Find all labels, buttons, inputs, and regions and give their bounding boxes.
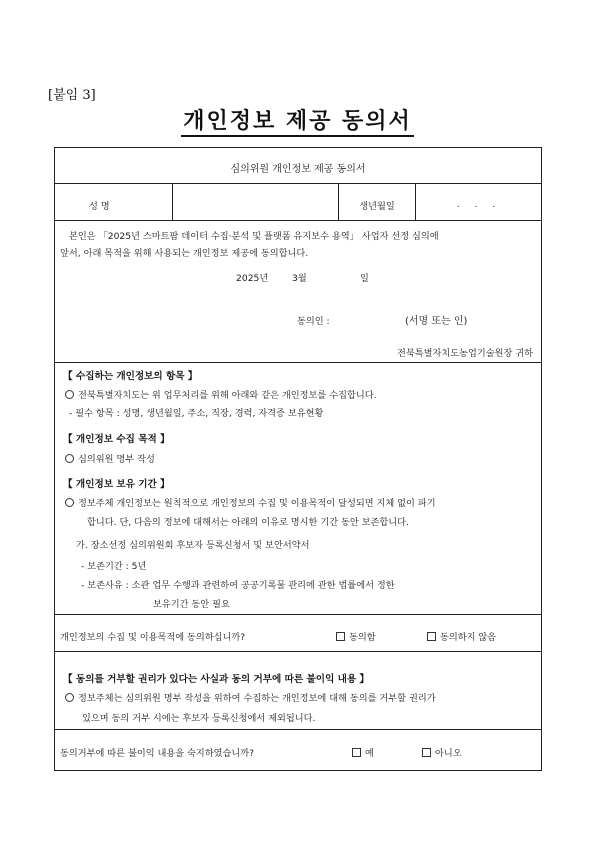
divider <box>55 651 541 652</box>
consent-statement-line2: 앞서, 아래 목적을 위해 사용되는 개인정보 제공에 동의합니다. <box>60 248 309 259</box>
items-heading: 【 수집하는 개인정보의 항목 】 <box>63 371 198 382</box>
recipient: 전북특별자치도농업기술원장 귀하 <box>396 348 533 359</box>
divider <box>55 220 541 221</box>
retention-line4: - 보존기간 : 5년 <box>81 561 147 572</box>
refusal-line2: 있으며 동의 거부 시에는 후보자 등록신청에서 제외됩니다. <box>82 713 316 724</box>
birth-field[interactable]: . . . <box>456 199 502 210</box>
checkbox-icon[interactable] <box>352 748 361 757</box>
sign-hint: (서명 또는 인) <box>405 316 468 327</box>
yes-option[interactable]: 예 <box>352 745 374 759</box>
form-title: 심의위원 개인정보 제공 동의서 <box>230 164 366 175</box>
purpose-heading: 【 개인정보 수집 목적 】 <box>63 434 170 445</box>
divider <box>55 362 541 363</box>
retention-heading: 【 개인정보 보유 기간 】 <box>63 479 170 490</box>
items-line2: - 필수 항목 : 성명, 생년월일, 주소, 직장, 경력, 자격증 보유현황 <box>69 408 324 419</box>
circle-bullet-icon <box>65 390 74 399</box>
purpose-line1: 심의위원 명부 작성 <box>65 451 155 465</box>
question1-text: 개인정보의 수집 및 이용목적에 동의하십니까? <box>60 632 246 643</box>
no-option[interactable]: 아니오 <box>422 745 462 759</box>
consent-statement-line1: 본인은 「2025년 스마트팜 데이터 수집·분석 및 플랫폼 유지보수 용역」 사업자 선정 심의에 <box>69 231 439 242</box>
question2-text: 동의거부에 따른 불이익 내용을 숙지하였습니까? <box>60 748 255 759</box>
attachment-label: [붙임 3] <box>48 88 96 103</box>
checkbox-icon[interactable] <box>422 748 431 757</box>
date-year: 2025년 <box>236 273 269 284</box>
retention-line1: 정보주체 개인정보는 원칙적으로 개인정보의 수집 및 이용목적이 달성되면 지체 없이 파기 <box>65 495 436 509</box>
divider <box>55 729 541 730</box>
refusal-line1: 정보주체는 심의위원 명부 작성을 위하여 수집하는 개인정보에 대해 동의를 거부할 권리가 <box>65 690 436 704</box>
retention-line5: - 보존사유 : 소관 업무 수행과 관련하여 공공기록물 관리에 관한 법률에서 정한 <box>81 580 395 591</box>
name-field[interactable] <box>173 184 338 219</box>
agree-option[interactable]: 동의함 <box>336 629 376 643</box>
date-day: 일 <box>360 273 369 284</box>
signer-field[interactable] <box>345 308 403 328</box>
items-line1: 전북특별자치도는 위 업무처리를 위해 아래와 같은 개인정보를 수집합니다. <box>65 387 377 401</box>
circle-bullet-icon <box>65 498 74 507</box>
retention-line2: 합니다. 단, 다음의 정보에 대해서는 아래의 이유로 명시한 기간 동안 보존합니다. <box>87 517 409 528</box>
birth-label: 생년월일 <box>359 201 395 212</box>
retention-line3: 가. 장소선정 심의위원회 후보자 등록신청서 및 보안서약서 <box>76 540 310 551</box>
document-title: 개인정보 제공 동의서 <box>0 104 595 135</box>
checkbox-icon[interactable] <box>427 632 436 641</box>
signer-label: 동의인 : <box>297 316 330 327</box>
retention-line6: 보유기간 동안 필요 <box>153 599 230 610</box>
circle-bullet-icon <box>65 693 74 702</box>
circle-bullet-icon <box>65 454 74 463</box>
checkbox-icon[interactable] <box>336 632 345 641</box>
name-label: 성 명 <box>89 201 110 212</box>
divider <box>55 614 541 615</box>
date-month: 3월 <box>292 273 307 284</box>
disagree-option[interactable]: 동의하지 않음 <box>427 629 496 643</box>
refusal-heading: 【 동의를 거부할 권리가 있다는 사실과 동의 거부에 따른 불이익 내용 】 <box>63 674 370 685</box>
consent-form <box>54 147 542 771</box>
